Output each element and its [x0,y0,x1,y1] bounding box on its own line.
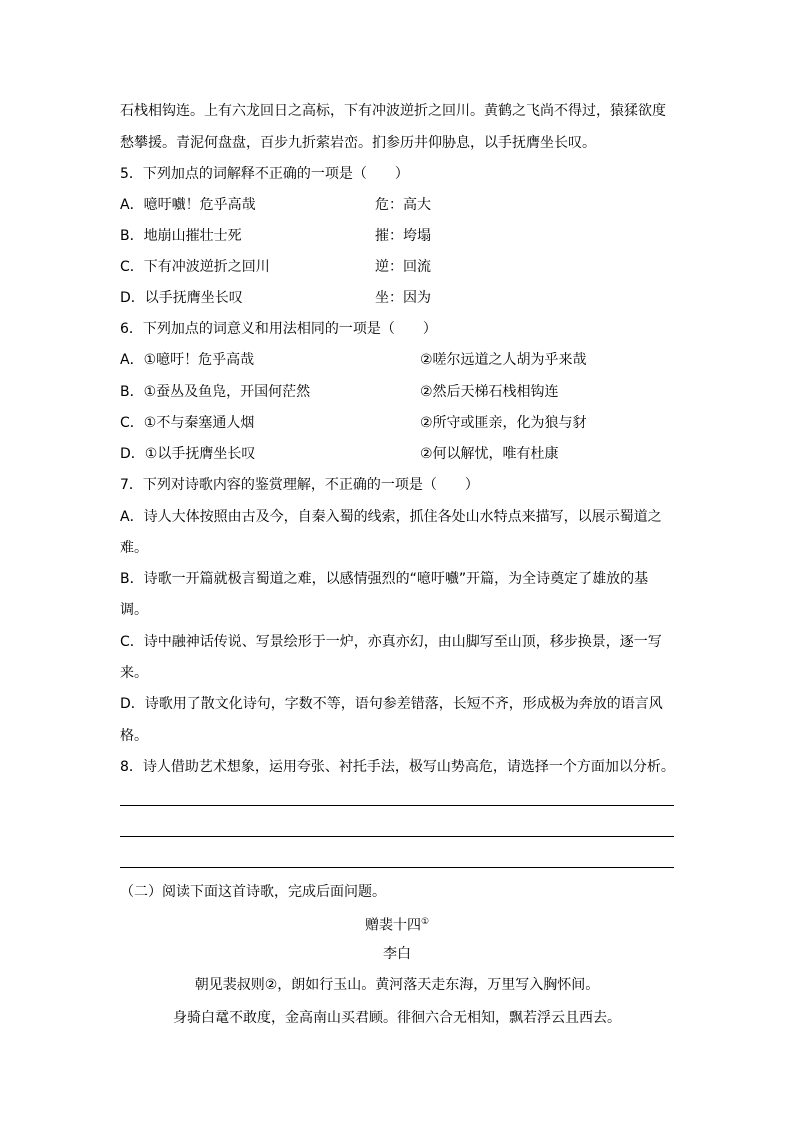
poem-verse-1: 朝见裴叔则②，朗如行玉山。黄河落天走东海，万里写入胸怀间。 [194,977,600,993]
q7-option-a-line-2: 难。 [120,540,148,556]
poem-footnote-mark: ① [420,917,430,927]
question-7-stem: 7．下列对诗歌内容的鉴赏理解，不正确的一项是（ ） [120,477,479,493]
q5-option-b-gloss: 摧：垮塌 [375,228,431,244]
q6-option-a-1: A．①噫吁！危乎高哉 [120,352,255,368]
q6-option-c-1: C．①不与秦塞通人烟 [120,415,255,431]
answer-line-2[interactable] [120,836,674,837]
q6-option-a-2: ②嗟尔远道之人胡为乎来哉 [420,352,587,368]
q6-option-d-1: D．①以手抚膺坐长叹 [120,446,256,462]
q6-option-b-1: B．①蚕丛及鱼凫，开国何茫然 [120,384,311,400]
q7-option-b-line-1: B．诗歌一开篇就极言蜀道之难，以感情强烈的“噫吁嚱”开篇，为全诗奠定了雄放的基 [120,571,649,587]
q7-option-a-line-1: A．诗人大体按照由古及今，自秦入蜀的线索，抓住各处山水特点来描写，以展示蜀道之 [120,509,662,525]
poem-title-row [0,912,794,936]
q6-option-b-2: ②然后天梯石栈相钩连 [420,384,559,400]
q7-option-c-line-1: C．诗中融神话传说、写景绘形于一炉，亦真亦幻，由山脚写至山顶，移步换景，逐一写 [120,634,662,650]
q6-option-d-2: ②何以解忧，唯有杜康 [420,446,559,462]
passage-line-2: 愁攀援。青泥何盘盘，百步九折萦岩峦。扪参历井仰胁息，以手抚膺坐长叹。 [120,135,596,151]
q5-option-d: D．以手抚膺坐长叹 [120,290,243,306]
answer-line-1[interactable] [120,805,674,806]
q5-option-b: B．地崩山摧壮士死 [120,228,242,244]
passage-line-1: 石栈相钩连。上有六龙回日之高标，下有冲波逆折之回川。黄鹤之飞尚不得过，猿猱欲度 [120,103,666,119]
q5-option-a: A．噫吁嚱！危乎高哉 [120,197,256,213]
question-6-stem: 6．下列加点的词意义和用法相同的一项是（ ） [120,321,437,337]
q5-option-a-gloss: 危：高大 [375,197,431,213]
q6-option-c-2: ②所守或匪亲，化为狼与豺 [420,415,587,431]
section-2-heading: （二）阅读下面这首诗歌，完成后面问题。 [120,884,386,900]
question-5-stem: 5．下列加点的词解释不正确的一项是（ ） [120,166,409,182]
answer-line-3[interactable] [120,867,674,868]
question-8-stem: 8．诗人借助艺术想象，运用夸张、衬托手法，极写山势高危，请选择一个方面加以分析。 [120,759,675,775]
q5-option-c-gloss: 逆：回流 [375,259,431,275]
poem-author: 李白 [383,946,411,962]
poem-verse-2: 身骑白鼋不敢度，金高南山买君顾。徘徊六合无相知，飘若浮云且西去。 [173,1010,621,1026]
q5-option-d-gloss: 坐：因为 [375,290,431,306]
q7-option-c-line-2: 来。 [120,665,148,681]
poem-title: 赠裴十四 [364,917,421,934]
q7-option-d-line-1: D．诗歌用了散文化诗句，字数不等，语句参差错落，长短不齐，形成极为奔放的语言风 [120,696,663,712]
q7-option-d-line-2: 格。 [120,728,148,744]
q5-option-c: C．下有冲波逆折之回川 [120,259,270,275]
q7-option-b-line-2: 调。 [120,602,148,618]
